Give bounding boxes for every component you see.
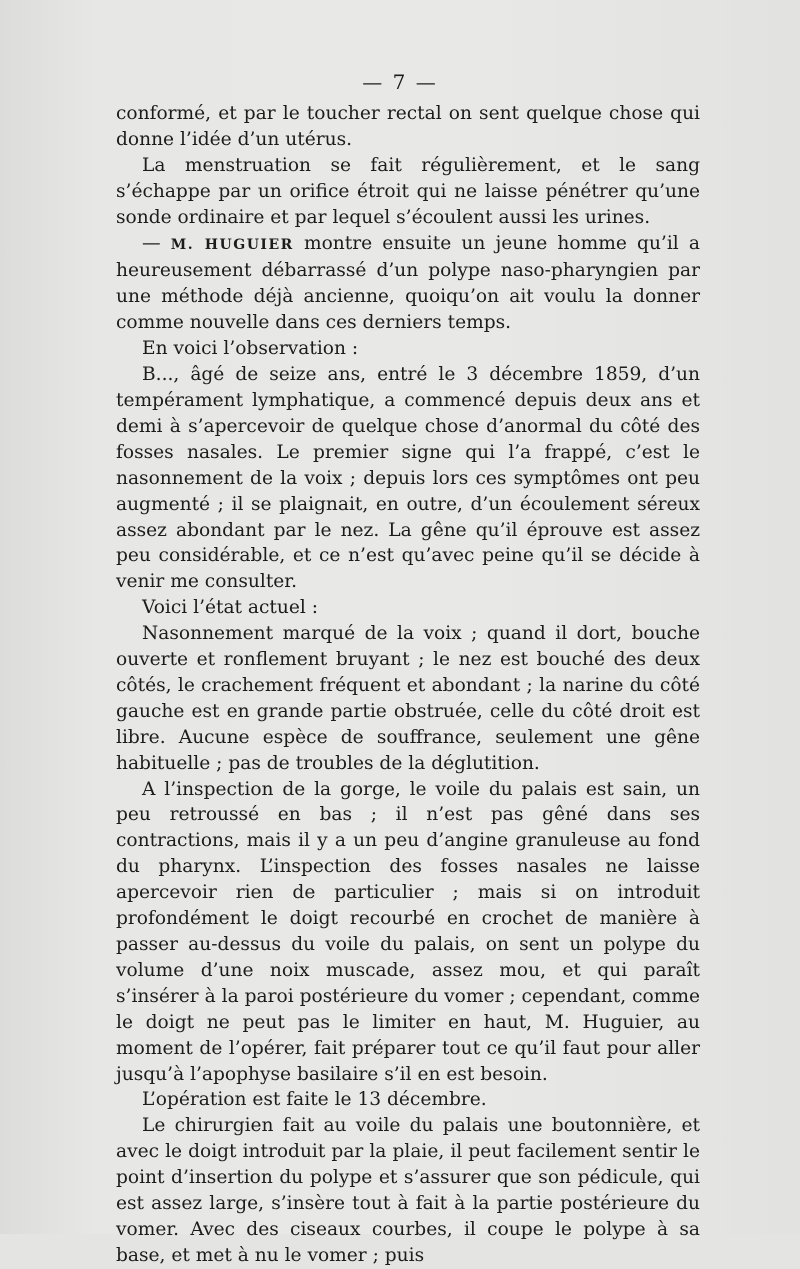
page-number: — 7 — (362, 70, 438, 94)
em-dash: — (142, 232, 171, 254)
paragraph-huguier (116, 231, 700, 337)
paragraph-4: B..., âgé de seize ans, entré le 3 décembre 1859, d’un tempérament lymphatique, a commencé depuis deux ans et demi à s’apercevoir de quelque chose d’anormal du côté des fosses nasales. Le premier signe qui l’a frappé, c’est le nasonnement de la voix ; depuis lors ces symptômes ont peu augmenté ; il se plaignait, en outre, d’un écoulement séreux assez abondant par le nez. La gêne qu’il éprouve est assez peu considérable, et ce n’est qu’avec peine qu’il se décide à venir me consulter. (116, 364, 700, 593)
speaker-name: M. HUGUIER (170, 236, 294, 253)
paragraph-7: A l’inspection de la gorge, le voile du palais est sain, un peu retroussé en bas ; il n’est pas gêné dans ses contractions, mais il y a un peu d’angine granuleuse au fond du pharynx. L’inspection des fosses nasales ne laisse apercevoir rien de particulier ; mais si on introduit profondément le doigt recourbé en crochet de manière à passer au-dessus du voile du palais, on sent un polype du volume d’une noix muscade, assez mou, et qui paraît s’insérer à la paroi postérieure du vomer ; cependant, comme le doigt ne peut pas le limiter en haut, M. Huguier, au moment de l’opérer, fait préparer tout ce qu’il faut pour aller jusqu’à l’apophyse basilaire s’il en est besoin. (116, 778, 700, 1085)
paragraph-5: Voici l’état actuel : (142, 597, 319, 619)
paragraph-6: Nasonnement marqué de la voix ; quand il dort, bouche ouverte et ronflement bruyant ; le nez est bouché des deux côtés, le crachement fréquent et abondant ; la narine du côté gauche est en grande partie obstruée, celle du côté droit est libre. Aucune espèce de souffrance, seulement une gêne habituelle ; pas de troubles de la déglutition. (116, 623, 700, 774)
paragraph-3: En voici l’observation : (142, 338, 359, 360)
paragraph-8: L’opération est faite le 13 décembre. (142, 1089, 487, 1111)
body-text (116, 101, 700, 1269)
paragraph-2: La menstruation se fait régulièrement, et le sang s’échappe par un orifice étroit qui ne laisse pénétrer qu’une sonde ordinaire et par lequel s’écoulent aussi les urines. (116, 154, 700, 228)
paragraph-huguier-text: montre ensuite un jeune homme qu’il a heureusement débarrassé d’un polype naso-pharyngien par une méthode déjà ancienne, quoiqu’on ait voulu la donner comme nouvelle dans ces derniers temps. (116, 232, 700, 334)
paragraph-9: Le chirurgien fait au voile du palais une boutonnière, et avec le doigt introduit par la plaie, il peut facilement sentir le point d’insertion du polype et s’assurer que son pédicule, qui est assez large, s’insère tout à fait à la partie postérieure du vomer. Avec des ciseaux courbes, il coupe le polype à sa base, et met à nu le vomer ; puis (116, 1115, 700, 1266)
paragraph-1: conformé, et par le toucher rectal on sent quelque chose qui donne l’idée d’un utérus. (116, 103, 700, 150)
